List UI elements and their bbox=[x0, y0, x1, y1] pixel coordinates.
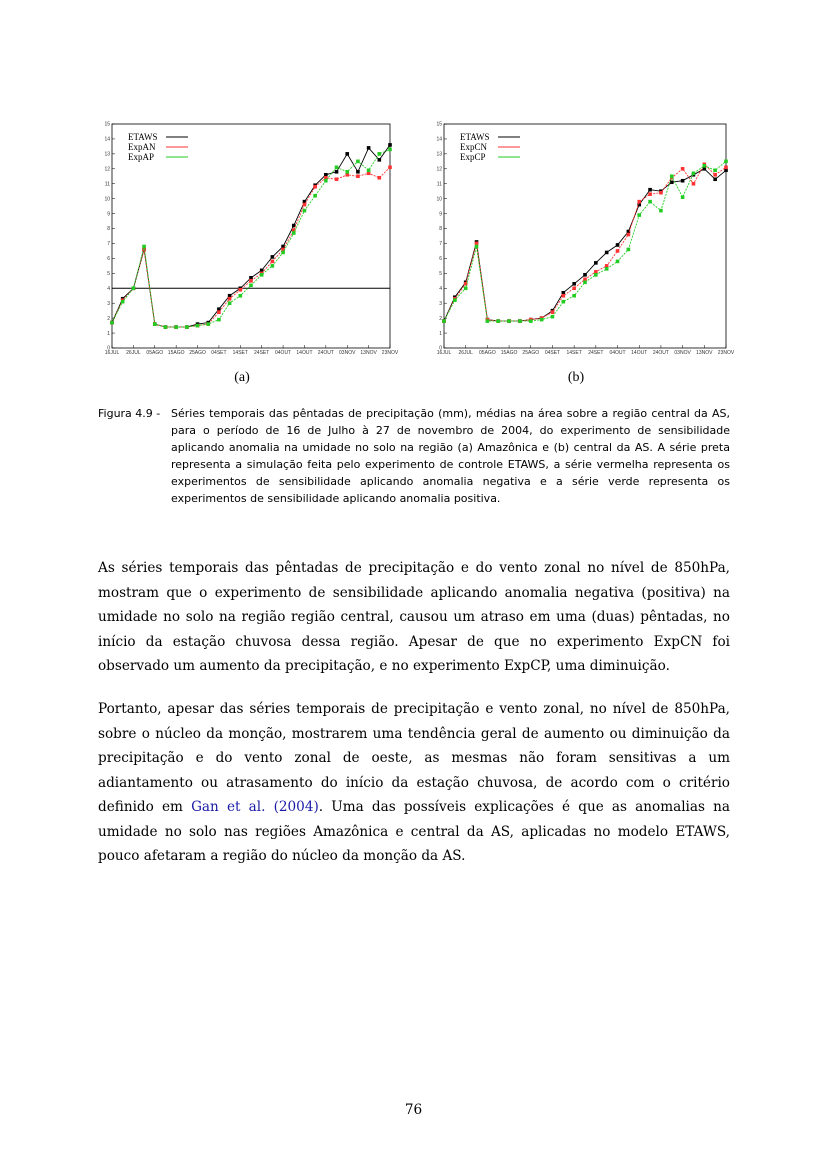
data-point-expcp bbox=[572, 294, 576, 298]
y-tick-label: 11 bbox=[436, 181, 442, 188]
y-tick-label: 3 bbox=[107, 300, 110, 307]
data-point-expcp bbox=[562, 300, 566, 304]
data-point-expap bbox=[281, 251, 285, 255]
x-tick-label: 04SET bbox=[211, 350, 227, 356]
data-point-etaws bbox=[356, 170, 360, 174]
y-tick-label: 8 bbox=[439, 226, 442, 233]
caption-text: Séries temporais das pêntadas de precipitação (mm), médias na área sobre a região central da AS, para o período de 16 de Julho à 27 de novembro de 2004, do experimento de sensibilidade aplicando anomalia na umidade no solo na região (a) Amazônica e (b) central da AS. A série preta representa a simulação feita pelo experimento de controle ETAWS, a série vermelha representa os experimentos de sensibilidade aplicando anomalia negativa e a série verde representa os experimentos de sensibilidade aplicando anomalia positiva. bbox=[171, 407, 730, 505]
data-point-etaws bbox=[594, 261, 598, 265]
y-tick-label: 13 bbox=[436, 151, 442, 158]
y-tick-label: 10 bbox=[104, 196, 110, 203]
data-point-expap bbox=[132, 286, 136, 290]
x-tick-label: 24SET bbox=[588, 350, 604, 356]
data-point-expap bbox=[388, 148, 392, 152]
y-tick-label: 1 bbox=[107, 330, 110, 337]
data-point-expap bbox=[313, 194, 317, 198]
data-point-expcn bbox=[724, 166, 728, 170]
data-point-expcp bbox=[529, 319, 533, 323]
chart-b-svg bbox=[432, 118, 735, 368]
x-tick-label: 03NOV bbox=[339, 350, 356, 356]
data-point-expap bbox=[324, 179, 328, 183]
data-point-expcn bbox=[551, 310, 555, 314]
x-tick-label: 05AGO bbox=[479, 350, 496, 356]
data-point-expcp bbox=[627, 248, 631, 252]
chart-a-svg bbox=[104, 118, 399, 368]
data-point-expap bbox=[271, 264, 275, 268]
data-point-expap bbox=[217, 318, 221, 322]
y-tick-label: 4 bbox=[439, 285, 442, 292]
x-tick-label: 16JUL bbox=[436, 350, 452, 356]
data-point-expcp bbox=[518, 319, 522, 323]
data-point-expcp bbox=[724, 160, 728, 164]
data-point-expap bbox=[121, 300, 125, 304]
legend-label-expap: ExpAP bbox=[128, 152, 155, 162]
y-tick-label: 8 bbox=[107, 226, 110, 233]
data-point-expap bbox=[367, 168, 371, 172]
data-point-expap bbox=[239, 294, 243, 298]
y-tick-label: 9 bbox=[439, 211, 442, 218]
data-point-expap bbox=[303, 209, 307, 213]
y-tick-label: 6 bbox=[439, 256, 442, 263]
data-point-etaws bbox=[345, 152, 349, 156]
x-tick-label: 23NOV bbox=[717, 350, 735, 356]
paragraph-2-text-start: Portanto, apesar das séries temporais de precipitação e vento zonal, no nível de 850hPa, sobre o núcleo da monção, mostrarem uma tendência geral de aumento ou diminuição da precipitação e do vento zonal de oeste, as mesmas não foram sensitivas a um adiantamento ou atrasamento do início da estação chuvosa, de acordo com o critério definido em bbox=[98, 701, 730, 815]
y-tick-label: 7 bbox=[439, 241, 442, 248]
data-point-expcp bbox=[442, 319, 446, 323]
data-point-expap bbox=[249, 283, 253, 287]
data-point-expan bbox=[378, 176, 382, 180]
data-point-expan bbox=[313, 185, 317, 189]
legend-label-expan: ExpAN bbox=[128, 142, 156, 152]
y-tick-label: 5 bbox=[439, 271, 442, 278]
data-point-expcp bbox=[496, 319, 500, 323]
x-tick-label: 04SET bbox=[544, 350, 561, 356]
data-point-expan bbox=[239, 288, 243, 292]
subfigure-label-a: (a) bbox=[234, 370, 250, 385]
data-point-expcp bbox=[464, 286, 468, 290]
data-point-expcp bbox=[453, 298, 457, 302]
chart-panel-a bbox=[104, 118, 399, 368]
x-tick-label: 14SET bbox=[566, 350, 582, 356]
x-tick-label: 15AGO bbox=[500, 350, 518, 356]
legend-label-etaws: ETAWS bbox=[460, 132, 490, 142]
data-point-expcp bbox=[551, 315, 555, 319]
x-tick-label: 13NOV bbox=[360, 350, 377, 356]
y-tick-label: 0 bbox=[439, 345, 442, 352]
data-point-expcp bbox=[616, 260, 620, 264]
y-tick-label: 2 bbox=[107, 315, 110, 322]
paragraph-2-text-end: . Uma das possíveis explicações é que as anomalias na umidade no solo nas regiões Amazônica e central da AS, aplicadas no modelo ETAWS, pouco afetaram a região do núcleo da monção da AS. bbox=[98, 799, 730, 864]
data-point-etaws bbox=[335, 170, 339, 174]
data-point-etaws bbox=[681, 179, 685, 183]
x-tick-label: 04OUT bbox=[609, 350, 626, 356]
data-point-expcn bbox=[648, 192, 652, 196]
data-point-expcp bbox=[648, 200, 652, 204]
y-tick-label: 0 bbox=[107, 345, 110, 352]
y-tick-label: 15 bbox=[104, 121, 110, 128]
legend-label-expcp: ExpCP bbox=[460, 152, 486, 162]
y-tick-label: 12 bbox=[436, 166, 442, 173]
data-point-expcn bbox=[572, 286, 576, 290]
data-point-expcp bbox=[713, 168, 717, 172]
y-tick-label: 7 bbox=[107, 241, 110, 248]
data-point-expan bbox=[249, 279, 253, 283]
data-point-etaws bbox=[583, 273, 587, 277]
data-point-expap bbox=[206, 322, 210, 326]
citation-link-gan-2004[interactable]: Gan et al. (2004) bbox=[191, 799, 319, 815]
data-point-expap bbox=[260, 273, 264, 277]
data-point-expcp bbox=[670, 174, 674, 178]
data-point-etaws bbox=[713, 177, 717, 181]
body-paragraph-2 bbox=[98, 697, 730, 869]
x-tick-label: 14OUT bbox=[631, 350, 648, 356]
data-point-expap bbox=[164, 325, 168, 329]
data-point-expcp bbox=[703, 164, 707, 168]
data-point-etaws bbox=[271, 255, 275, 259]
data-point-expan bbox=[217, 310, 221, 314]
data-point-expan bbox=[388, 166, 392, 170]
data-point-expcp bbox=[594, 273, 598, 277]
data-point-expcp bbox=[475, 245, 479, 249]
x-tick-label: 14SET bbox=[232, 350, 248, 356]
x-tick-label: 13NOV bbox=[696, 350, 713, 356]
data-point-expcp bbox=[605, 267, 609, 271]
caption-label: Figura 4.9 - bbox=[98, 407, 161, 420]
data-point-etaws bbox=[367, 146, 371, 150]
data-point-expap bbox=[174, 325, 178, 329]
data-point-etaws bbox=[670, 180, 674, 184]
x-tick-label: 24SET bbox=[254, 350, 270, 356]
y-tick-label: 12 bbox=[104, 166, 110, 173]
data-point-expcn bbox=[627, 233, 631, 237]
y-tick-label: 15 bbox=[436, 121, 442, 128]
data-point-etaws bbox=[388, 143, 392, 147]
x-tick-label: 03NOV bbox=[674, 350, 691, 356]
y-tick-label: 2 bbox=[439, 315, 442, 322]
data-point-expan bbox=[303, 203, 307, 207]
y-tick-label: 6 bbox=[107, 256, 110, 263]
data-point-etaws bbox=[648, 188, 652, 192]
data-point-expap bbox=[142, 245, 146, 249]
x-tick-label: 25AGO bbox=[189, 350, 206, 356]
data-point-expcp bbox=[540, 318, 544, 322]
data-point-expcp bbox=[486, 319, 490, 323]
data-point-expap bbox=[356, 160, 360, 164]
data-point-expcn bbox=[616, 249, 620, 253]
y-tick-label: 5 bbox=[107, 271, 110, 278]
data-point-expcp bbox=[659, 209, 663, 213]
data-point-expan bbox=[335, 177, 339, 181]
data-point-expcp bbox=[583, 280, 587, 284]
x-tick-label: 25AGO bbox=[522, 350, 540, 356]
y-tick-label: 9 bbox=[107, 211, 110, 218]
y-tick-label: 14 bbox=[436, 136, 442, 143]
x-tick-label: 24OUT bbox=[652, 350, 669, 356]
data-point-expan bbox=[356, 174, 360, 178]
data-point-expap bbox=[335, 166, 339, 170]
data-point-expcn bbox=[713, 173, 717, 177]
x-tick-label: 26JUL bbox=[458, 350, 473, 356]
y-tick-label: 1 bbox=[439, 330, 442, 337]
data-point-expcn bbox=[681, 167, 685, 171]
x-tick-label: 23NOV bbox=[381, 350, 399, 356]
data-point-etaws bbox=[616, 243, 620, 247]
data-point-etaws bbox=[572, 282, 576, 286]
data-point-expan bbox=[228, 297, 232, 301]
data-point-etaws bbox=[378, 158, 382, 162]
data-point-expcp bbox=[507, 319, 511, 323]
x-tick-label: 26JUL bbox=[126, 350, 141, 356]
x-tick-label: 14OUT bbox=[296, 350, 313, 356]
data-point-expcp bbox=[637, 213, 641, 217]
data-point-expcn bbox=[562, 294, 566, 298]
x-tick-label: 15AGO bbox=[167, 350, 185, 356]
data-point-expap bbox=[153, 322, 157, 326]
legend-label-etaws: ETAWS bbox=[128, 132, 158, 142]
data-point-expap bbox=[196, 324, 200, 328]
data-point-expcp bbox=[692, 171, 696, 175]
body-paragraph-1: As séries temporais das pêntadas de precipitação e do vento zonal no nível de 850hPa, mostram que o experimento de sensibilidade aplicando anomalia negativa (positiva) na umidade no solo na região região central, causou um atraso em uma (duas) pêntadas, no início da estação chuvosa dessa região. Apesar de que no experimento ExpCN foi observado um aumento da precipitação, e no experimento ExpCP, uma diminuição. bbox=[98, 560, 730, 674]
x-tick-label: 16JUL bbox=[104, 350, 120, 356]
page-number: 76 bbox=[404, 1102, 423, 1118]
x-tick-label: 04OUT bbox=[275, 350, 292, 356]
data-point-etaws bbox=[605, 251, 609, 255]
data-point-expap bbox=[292, 231, 296, 235]
y-tick-label: 10 bbox=[436, 196, 442, 203]
data-point-expap bbox=[345, 170, 349, 174]
y-tick-label: 11 bbox=[104, 181, 110, 188]
data-point-expcn bbox=[659, 191, 663, 195]
data-point-expan bbox=[271, 260, 275, 264]
y-tick-label: 4 bbox=[107, 285, 110, 292]
data-point-expap bbox=[110, 321, 114, 325]
x-tick-label: 24OUT bbox=[317, 350, 334, 356]
data-point-expcn bbox=[692, 182, 696, 186]
subfigure-label-b: (b) bbox=[567, 370, 585, 385]
y-tick-label: 13 bbox=[104, 151, 110, 158]
chart-panel-b bbox=[432, 118, 735, 368]
data-point-expcn bbox=[637, 200, 641, 204]
y-tick-label: 3 bbox=[439, 300, 442, 307]
data-point-expcp bbox=[681, 195, 685, 199]
data-point-expap bbox=[185, 325, 189, 329]
y-tick-label: 14 bbox=[104, 136, 110, 143]
data-point-expap bbox=[378, 152, 382, 156]
legend-label-expcn: ExpCN bbox=[460, 142, 487, 152]
x-tick-label: 05AGO bbox=[146, 350, 164, 356]
data-point-expap bbox=[228, 301, 232, 305]
